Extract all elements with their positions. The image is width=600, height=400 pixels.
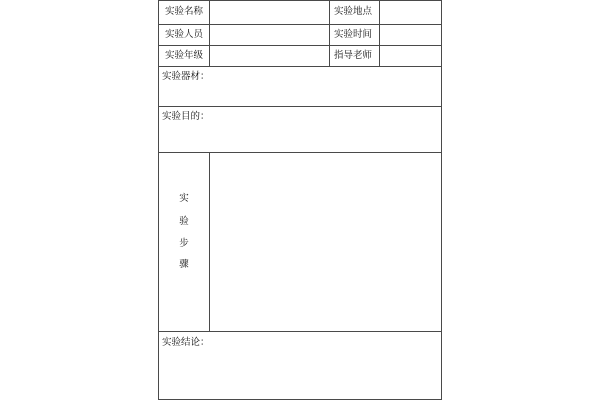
- purpose-label: 实验目的：: [162, 111, 210, 122]
- column-divider: [329, 0, 330, 66]
- experiment-time-label: 实验时间: [334, 29, 373, 40]
- experiment-report-form: [158, 0, 442, 400]
- steps-label-char: 验: [179, 216, 189, 227]
- row-divider: [159, 331, 441, 332]
- steps-label-char: 实: [179, 193, 189, 204]
- experiment-personnel-label: 实验人员: [165, 29, 204, 40]
- row-divider: [159, 45, 441, 46]
- column-divider: [209, 152, 210, 331]
- column-divider: [209, 0, 210, 66]
- steps-label-char: 步: [179, 238, 189, 249]
- experiment-location-label: 实验地点: [334, 6, 373, 17]
- row-divider: [159, 66, 441, 67]
- instructor-label: 指导老师: [334, 50, 373, 61]
- column-divider: [379, 0, 380, 66]
- row-divider: [159, 24, 441, 25]
- conclusion-label: 实验结论：: [162, 337, 210, 348]
- row-divider: [159, 106, 441, 107]
- row-divider: [159, 152, 441, 153]
- experiment-name-label: 实验名称: [165, 6, 204, 17]
- steps-label-char: 骤: [179, 259, 189, 270]
- row-divider: [159, 0, 441, 1]
- experiment-grade-label: 实验年级: [165, 50, 204, 61]
- equipment-label: 实验器材：: [162, 71, 210, 82]
